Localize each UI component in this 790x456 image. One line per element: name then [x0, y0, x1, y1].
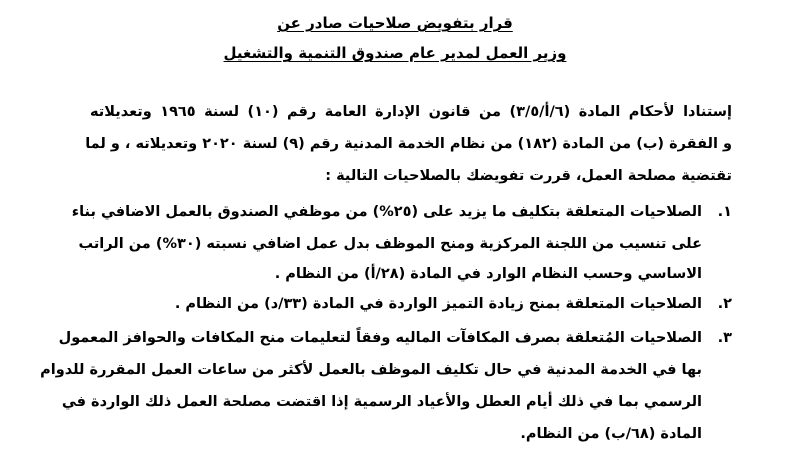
item-line: على تنسيب من اللجنة المركزية ومنح الموظف بدل عمل اضافي نسبته (٣٠%) من الراتب — [78, 236, 702, 252]
item-number: ٣. — [717, 330, 732, 346]
document-subtitle: وزير العمل لمدير عام صندوق التنمية والتشغيل — [223, 44, 567, 62]
intro-line: تقتضية مصلحة العمل، قررت تفويضك بالصلاحيات التالية : — [325, 168, 732, 184]
item-line: بها في الخدمة المدنية في حال تكليف الموظف بالعمل لأكثر من ساعات العمل المقررة للدوام — [40, 362, 702, 378]
item-line: الصلاحيات المتعلقة بمنح زيادة التميز الواردة في المادة (٣٣/د) من النظام . — [174, 296, 702, 312]
intro-line: و الفقرة (ب) من المادة (١٨٢) من نظام الخدمة المدنية رقم (٩) لسنة ٢٠٢٠ وتعديلاته ، و لما — [85, 136, 732, 152]
item-line: الرسمي بما في ذلك أيام العطل والأعياد الرسمية إذا اقتضت مصلحة العمل ذلك الواردة في — [61, 394, 702, 410]
item-line: المادة (٦٨/ب) من النظام. — [520, 426, 702, 442]
document-title: قرار بتفويض صلاحيات صادر عن — [277, 14, 513, 32]
item-line: الصلاحيات المتعلقة بتكليف ما يزيد على (٢٥%) من موظفي الصندوق بالعمل الاضافي بناء — [71, 204, 702, 220]
item-line: الاساسي وحسب النظام الوارد في المادة (٢٨/أ) من النظام . — [274, 266, 702, 282]
intro-line: إستنادا لأحكام المادة (٦/أ/٣/٥) من قانون الإدارة العامة رقم (١٠) لسنة ١٩٦٥ وتعديلاته — [90, 104, 732, 120]
item-line: الصلاحيات المُتعلقة بصرف المكافآت الماليه وفقاً لتعليمات منح المكافات والحوافز المعمول — [58, 330, 702, 346]
item-number: ١. — [717, 204, 732, 220]
item-number: ٢. — [717, 296, 732, 312]
